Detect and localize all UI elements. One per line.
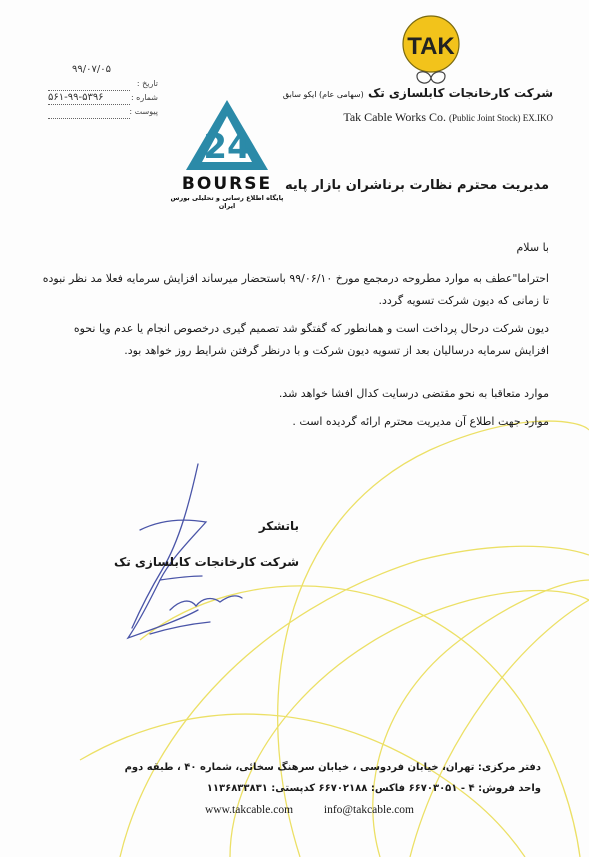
paragraph-4: موارد جهت اطلاع آن مدیریت محترم ارائه گردیده است . — [292, 415, 549, 428]
tak-logo-text: TAK — [407, 33, 455, 60]
tak-company-logo — [395, 14, 467, 94]
paragraph-1: احتراما"عطف به موارد مطروحه درمجمع مورخ ۹۹/۰۶/۱۰ باستحضار میرساند افزایش سرمایه فعلا مد نظر نبوده تا زمانی که دیون شرکت تسویه گردد. — [42, 272, 549, 307]
paragraph-3: موارد متعاقبا به نحو مقتضی درسایت کدال افشا خواهد شد. — [278, 387, 549, 400]
signatory-company: شرکت کارخانجات کابلسازی تک — [113, 555, 299, 569]
greeting: با سلام — [516, 241, 549, 254]
date-label: تاریخ : — [136, 79, 158, 88]
bourse-24-icon — [168, 96, 286, 174]
number-row — [48, 92, 158, 106]
closing: باتشکر — [258, 519, 299, 533]
attachment-line — [48, 118, 130, 119]
company-type-fa: (سهامی عام) ایکو سابق — [282, 90, 364, 99]
number-label: شماره : — [130, 93, 158, 102]
footer-email: info@takcable.com — [323, 804, 415, 816]
svg-text:24: 24 — [203, 127, 251, 167]
bourse-subtitle: پایگاه اطلاع رسانی و تحلیلی بورس ایران — [170, 194, 284, 210]
date-label-row — [48, 78, 158, 92]
company-name-fa — [283, 86, 553, 100]
footer-address: دفتر مرکزی: تهران، خیابان فردوسی ، خیابان سرهنگ سخائی، شماره ۴۰ ، طبقه دوم — [124, 762, 541, 773]
number-value: ۵۶۱-۹۹-۵۳۹۶ — [48, 92, 104, 103]
recipient-line: مدیریت محترم نظارت برناشران بازار پایه — [285, 178, 549, 193]
company-name-fa-text: شرکت کارخانجات کابلسازی تک — [367, 86, 553, 100]
company-type-en: (Public Joint Stock) EX.IKO — [449, 113, 553, 123]
date-line — [48, 90, 130, 91]
company-name-en — [343, 110, 553, 125]
company-name-en-text: Tak Cable Works Co. — [343, 110, 446, 124]
date-row — [48, 64, 158, 78]
attachment-row — [48, 106, 158, 120]
footer-contact: واحد فروش: ۴ - ۶۶۷۰۳۰۵۱ فاکس: ۶۶۷۰۲۱۸۸ کدپستی: ۱۱۳۶۸۳۳۸۳۱ — [206, 783, 541, 794]
attachment-label: پیوست : — [129, 107, 158, 116]
bourse-word: BOURSE — [181, 174, 273, 194]
number-line — [48, 104, 130, 105]
bourse-watermark-logo — [168, 96, 286, 208]
paragraph-2: دیون شرکت درحال پرداخت است و همانطور که گفتگو شد تصمیم گیری درخصوص انجام یا عدم ویا نحوه افزایش سرمایه درسالیان بعد از تسویه دیون شرکت و با درنظر گرفتن شرایط روز خواهد بود. — [73, 322, 549, 357]
date-value: ۹۹/۰۷/۰۵ — [72, 64, 111, 75]
footer-website: www.takcable.com — [205, 804, 294, 816]
footer-web — [205, 804, 505, 816]
letter-meta — [48, 64, 158, 120]
